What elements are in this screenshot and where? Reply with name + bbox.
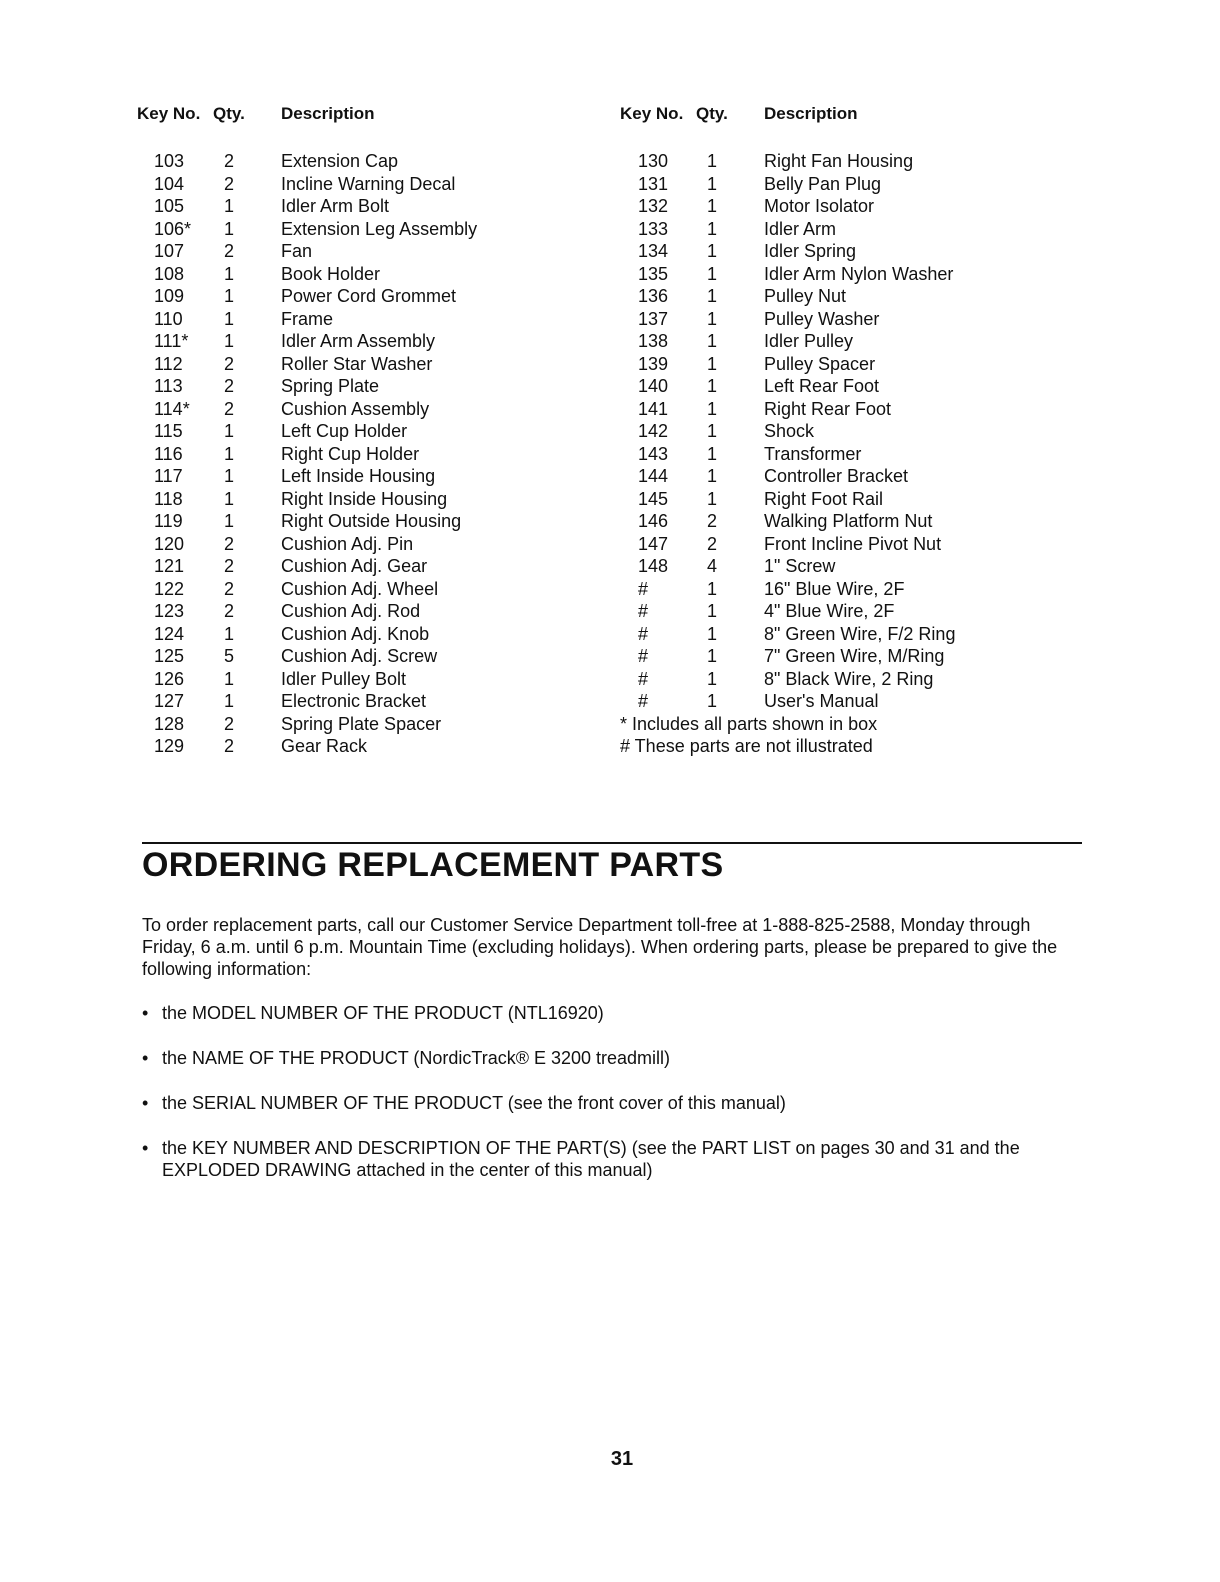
list-item-text: the SERIAL NUMBER OF THE PRODUCT (see the front cover of this manual) bbox=[162, 1093, 786, 1113]
part-description: Cushion Assembly bbox=[281, 398, 430, 419]
table-row bbox=[620, 465, 1020, 488]
part-qty: 1 bbox=[224, 511, 235, 531]
footnote-not-illustrated: # These parts are not illustrated bbox=[620, 736, 873, 756]
part-description: Idler Arm Assembly bbox=[281, 331, 436, 351]
part-key-no: 144 bbox=[638, 466, 669, 486]
part-key-no: 143 bbox=[638, 443, 669, 464]
bullet-icon: • bbox=[142, 1003, 149, 1023]
part-description: Controller Bracket bbox=[764, 466, 909, 486]
part-description: 4" Blue Wire, 2F bbox=[764, 601, 895, 621]
part-description: Incline Warning Decal bbox=[281, 173, 456, 194]
part-qty: 2 bbox=[224, 398, 235, 419]
part-qty: 1 bbox=[224, 488, 235, 509]
part-description: Cushion Adj. Wheel bbox=[281, 578, 439, 599]
part-key-no: 114* bbox=[154, 398, 190, 419]
part-qty: 2 bbox=[224, 736, 235, 756]
part-key-no: 116 bbox=[154, 443, 183, 464]
part-qty: 1 bbox=[224, 218, 235, 239]
parts-table-right bbox=[620, 104, 1020, 758]
part-description: Shock bbox=[764, 421, 815, 441]
part-key-no: 145 bbox=[638, 488, 669, 509]
table-row bbox=[620, 150, 1020, 173]
part-key-no: 120 bbox=[154, 533, 185, 554]
part-description: Roller Star Washer bbox=[281, 353, 433, 374]
table-row bbox=[137, 375, 537, 398]
part-description: Belly Pan Plug bbox=[764, 173, 882, 194]
part-key-no: 133 bbox=[638, 218, 669, 239]
table-header bbox=[137, 104, 537, 128]
section-divider bbox=[142, 842, 1082, 844]
table-row bbox=[620, 173, 1020, 196]
part-key-no: 121 bbox=[154, 556, 185, 576]
part-description: Idler Arm Bolt bbox=[281, 196, 390, 216]
part-key-no: 117 bbox=[154, 466, 183, 486]
part-qty: 1 bbox=[224, 286, 235, 306]
table-row bbox=[620, 353, 1020, 376]
page-number: 31 bbox=[610, 1448, 634, 1470]
part-description: 8" Black Wire, 2 Ring bbox=[764, 668, 934, 689]
part-qty: 1 bbox=[707, 331, 718, 351]
part-qty: 1 bbox=[224, 623, 235, 644]
part-qty: 1 bbox=[707, 601, 718, 621]
part-qty: 1 bbox=[707, 421, 718, 441]
part-qty: 1 bbox=[707, 286, 718, 306]
table-row bbox=[137, 330, 537, 353]
ordering-info-list bbox=[142, 1002, 1082, 1204]
part-qty: 1 bbox=[707, 668, 718, 689]
part-description: Gear Rack bbox=[281, 736, 368, 756]
part-qty: 1 bbox=[707, 151, 718, 171]
part-description: User's Manual bbox=[764, 691, 879, 711]
part-key-no: 131 bbox=[638, 173, 669, 194]
table-row bbox=[620, 510, 1020, 533]
part-description: Idler Pulley Bolt bbox=[281, 668, 407, 689]
footnote-included-in-box: * Includes all parts shown in box bbox=[620, 713, 878, 734]
part-key-no: 142 bbox=[638, 421, 669, 441]
table-row bbox=[620, 668, 1020, 691]
table-row bbox=[620, 240, 1020, 263]
part-qty: 1 bbox=[707, 578, 718, 599]
part-key-no: 113 bbox=[154, 376, 183, 396]
part-qty: 2 bbox=[224, 151, 235, 171]
list-item-text: the MODEL NUMBER OF THE PRODUCT (NTL16920) bbox=[162, 1003, 604, 1023]
part-qty: 4 bbox=[707, 556, 718, 576]
part-key-no: 140 bbox=[638, 376, 669, 396]
part-qty: 1 bbox=[707, 263, 718, 284]
part-key-no: 108 bbox=[154, 263, 185, 284]
table-header bbox=[620, 104, 1020, 128]
part-description: Cushion Adj. Screw bbox=[281, 646, 438, 666]
ordering-intro: To order replacement parts, call our Customer Service Department toll-free at 1-888-825-2588, Monday through Friday, 6 a.m. until 6 p.m. Mountain Time (excluding holidays). When ordering parts, please be prepared to give the following information: bbox=[142, 915, 1058, 979]
list-item bbox=[142, 1137, 1082, 1181]
part-qty: 2 bbox=[224, 601, 235, 621]
part-key-no: 128 bbox=[154, 713, 185, 734]
part-key-no: 132 bbox=[638, 196, 669, 216]
part-key-no: 115 bbox=[154, 421, 183, 441]
list-item bbox=[142, 1092, 1082, 1114]
part-description: Left Inside Housing bbox=[281, 466, 436, 486]
part-key-no: 123 bbox=[154, 601, 185, 621]
part-key-no: # bbox=[638, 691, 649, 711]
table-body bbox=[620, 150, 1020, 713]
part-qty: 1 bbox=[707, 376, 718, 396]
part-qty: 2 bbox=[707, 533, 718, 554]
header-key-no: Key No. bbox=[137, 104, 201, 123]
part-description: Spring Plate Spacer bbox=[281, 713, 442, 734]
part-key-no: 141 bbox=[638, 398, 669, 419]
list-item-text: the KEY NUMBER AND DESCRIPTION OF THE PART(S) (see the PART LIST on pages 30 and 31 and the EXPLODED DRAWING attached in the center of this manual) bbox=[162, 1138, 1020, 1180]
parts-table-left bbox=[137, 104, 537, 758]
part-description: Right Outside Housing bbox=[281, 511, 462, 531]
table-row bbox=[620, 578, 1020, 601]
part-qty: 1 bbox=[707, 196, 718, 216]
part-description: 7" Green Wire, M/Ring bbox=[764, 646, 945, 666]
part-qty: 1 bbox=[707, 691, 718, 711]
part-qty: 1 bbox=[707, 173, 718, 194]
part-key-no: 105 bbox=[154, 196, 185, 216]
table-row bbox=[137, 645, 537, 668]
table-row bbox=[620, 645, 1020, 668]
part-qty: 1 bbox=[707, 398, 718, 419]
part-description: Power Cord Grommet bbox=[281, 286, 457, 306]
header-description: Description bbox=[281, 104, 375, 123]
part-description: Left Rear Foot bbox=[764, 376, 880, 396]
part-qty: 1 bbox=[707, 308, 718, 329]
part-description: Cushion Adj. Knob bbox=[281, 623, 430, 644]
part-key-no: 134 bbox=[638, 241, 669, 261]
table-row bbox=[620, 443, 1020, 466]
table-row bbox=[620, 398, 1020, 421]
part-description: Fan bbox=[281, 241, 313, 261]
table-row bbox=[620, 600, 1020, 623]
part-qty: 1 bbox=[224, 331, 235, 351]
part-qty: 2 bbox=[224, 353, 235, 374]
table-row bbox=[620, 420, 1020, 443]
part-description: Pulley Spacer bbox=[764, 353, 876, 374]
part-key-no: # bbox=[638, 623, 649, 644]
part-description: Pulley Nut bbox=[764, 286, 847, 306]
part-qty: 1 bbox=[707, 353, 718, 374]
list-item bbox=[142, 1047, 1082, 1069]
part-description: Walking Platform Nut bbox=[764, 511, 933, 531]
table-row bbox=[620, 330, 1020, 353]
table-row bbox=[137, 285, 537, 308]
part-description: 8" Green Wire, F/2 Ring bbox=[764, 623, 956, 644]
part-qty: 1 bbox=[224, 443, 235, 464]
part-key-no: 122 bbox=[154, 578, 185, 599]
part-key-no: 138 bbox=[638, 331, 669, 351]
table-row bbox=[137, 600, 537, 623]
part-key-no: 119 bbox=[154, 511, 183, 531]
table-row bbox=[137, 533, 537, 556]
part-qty: 2 bbox=[224, 556, 235, 576]
table-row bbox=[137, 668, 537, 691]
part-description: Right Cup Holder bbox=[281, 443, 420, 464]
part-description: Extension Cap bbox=[281, 151, 399, 171]
table-row bbox=[137, 150, 537, 173]
part-description: Idler Arm bbox=[764, 218, 837, 239]
part-qty: 1 bbox=[224, 466, 235, 486]
part-key-no: 109 bbox=[154, 286, 185, 306]
part-qty: 2 bbox=[224, 173, 235, 194]
part-qty: 1 bbox=[224, 668, 235, 689]
part-description: Extension Leg Assembly bbox=[281, 218, 478, 239]
part-key-no: 125 bbox=[154, 646, 185, 666]
part-key-no: 139 bbox=[638, 353, 669, 374]
part-description: Idler Pulley bbox=[764, 331, 854, 351]
part-description: Electronic Bracket bbox=[281, 691, 427, 711]
part-key-no: 148 bbox=[638, 556, 669, 576]
part-key-no: 126 bbox=[154, 668, 185, 689]
part-description: Cushion Adj. Pin bbox=[281, 533, 414, 554]
table-row bbox=[137, 218, 537, 241]
part-key-no: 112 bbox=[154, 353, 183, 374]
part-qty: 1 bbox=[224, 196, 235, 216]
part-description: Transformer bbox=[764, 443, 862, 464]
table-row bbox=[620, 555, 1020, 578]
part-qty: 1 bbox=[707, 488, 718, 509]
part-key-no: # bbox=[638, 668, 649, 689]
part-qty: 2 bbox=[224, 533, 235, 554]
table-row bbox=[137, 555, 537, 578]
part-key-no: 111* bbox=[154, 331, 189, 351]
table-row bbox=[137, 510, 537, 533]
table-row bbox=[137, 713, 537, 736]
table-row bbox=[620, 690, 1020, 713]
part-key-no: 118 bbox=[154, 488, 183, 509]
part-description: Right Foot Rail bbox=[764, 488, 884, 509]
part-qty: 1 bbox=[224, 421, 235, 441]
part-qty: 1 bbox=[224, 263, 235, 284]
part-qty: 1 bbox=[707, 241, 718, 261]
bullet-icon: • bbox=[142, 1138, 149, 1158]
part-key-no: 146 bbox=[638, 511, 669, 531]
part-qty: 1 bbox=[707, 646, 718, 666]
table-row bbox=[137, 308, 537, 331]
table-body bbox=[137, 150, 537, 758]
part-key-no: 103 bbox=[154, 151, 185, 171]
table-row bbox=[620, 195, 1020, 218]
table-row bbox=[137, 623, 537, 646]
table-row bbox=[137, 353, 537, 376]
part-description: 16" Blue Wire, 2F bbox=[764, 578, 905, 599]
table-row bbox=[620, 375, 1020, 398]
part-qty: 1 bbox=[707, 443, 718, 464]
header-qty: Qty. bbox=[696, 104, 728, 123]
table-row bbox=[137, 488, 537, 511]
table-row bbox=[137, 443, 537, 466]
table-row bbox=[620, 218, 1020, 241]
part-description: Cushion Adj. Gear bbox=[281, 556, 428, 576]
part-description: Motor Isolator bbox=[764, 196, 875, 216]
part-key-no: 104 bbox=[154, 173, 185, 194]
table-row bbox=[137, 465, 537, 488]
part-description: Idler Spring bbox=[764, 241, 857, 261]
part-qty: 2 bbox=[707, 511, 718, 531]
table-row bbox=[137, 578, 537, 601]
table-row bbox=[137, 263, 537, 286]
part-description: Frame bbox=[281, 308, 334, 329]
part-description: Cushion Adj. Rod bbox=[281, 601, 421, 621]
table-row bbox=[620, 623, 1020, 646]
part-key-no: 106* bbox=[154, 218, 192, 239]
table-row bbox=[137, 195, 537, 218]
table-row bbox=[620, 263, 1020, 286]
part-description: Spring Plate bbox=[281, 376, 380, 396]
bullet-icon: • bbox=[142, 1048, 149, 1068]
part-key-no: 107 bbox=[154, 241, 185, 261]
part-description: Book Holder bbox=[281, 263, 381, 284]
part-qty: 5 bbox=[224, 646, 235, 666]
list-item bbox=[142, 1002, 1082, 1024]
part-key-no: 110 bbox=[154, 308, 183, 329]
table-row bbox=[137, 690, 537, 713]
part-qty: 1 bbox=[707, 466, 718, 486]
part-key-no: # bbox=[638, 601, 649, 621]
part-key-no: # bbox=[638, 578, 649, 599]
table-row bbox=[620, 488, 1020, 511]
table-row bbox=[137, 420, 537, 443]
part-description: Right Rear Foot bbox=[764, 398, 892, 419]
part-qty: 2 bbox=[224, 713, 235, 734]
part-key-no: 147 bbox=[638, 533, 669, 554]
table-row bbox=[137, 173, 537, 196]
table-row bbox=[137, 735, 537, 758]
table-row bbox=[620, 533, 1020, 556]
part-key-no: # bbox=[638, 646, 649, 666]
header-key-no: Key No. bbox=[620, 104, 684, 123]
part-qty: 2 bbox=[224, 578, 235, 599]
part-key-no: 135 bbox=[638, 263, 669, 284]
part-key-no: 127 bbox=[154, 691, 185, 711]
part-description: Idler Arm Nylon Washer bbox=[764, 263, 954, 284]
section-title: ORDERING REPLACEMENT PARTS bbox=[142, 846, 724, 884]
part-description: Front Incline Pivot Nut bbox=[764, 533, 942, 554]
part-description: Right Inside Housing bbox=[281, 488, 448, 509]
part-description: Pulley Washer bbox=[764, 308, 880, 329]
part-key-no: 124 bbox=[154, 623, 185, 644]
part-description: 1" Screw bbox=[764, 556, 836, 576]
part-description: Right Fan Housing bbox=[764, 151, 914, 171]
table-row bbox=[137, 240, 537, 263]
part-key-no: 137 bbox=[638, 308, 669, 329]
part-qty: 1 bbox=[224, 308, 235, 329]
header-description: Description bbox=[764, 104, 858, 123]
header-qty: Qty. bbox=[213, 104, 245, 123]
part-key-no: 130 bbox=[638, 151, 669, 171]
part-qty: 1 bbox=[707, 623, 718, 644]
table-row bbox=[137, 398, 537, 421]
list-item-text: the NAME OF THE PRODUCT (NordicTrack® E 3200 treadmill) bbox=[162, 1048, 671, 1068]
part-qty: 2 bbox=[224, 241, 235, 261]
part-qty: 1 bbox=[707, 218, 718, 239]
part-description: Left Cup Holder bbox=[281, 421, 408, 441]
part-qty: 1 bbox=[224, 691, 235, 711]
table-row bbox=[620, 285, 1020, 308]
part-key-no: 136 bbox=[638, 286, 669, 306]
part-qty: 2 bbox=[224, 376, 235, 396]
table-row bbox=[620, 308, 1020, 331]
bullet-icon: • bbox=[142, 1093, 149, 1113]
part-key-no: 129 bbox=[154, 736, 185, 756]
